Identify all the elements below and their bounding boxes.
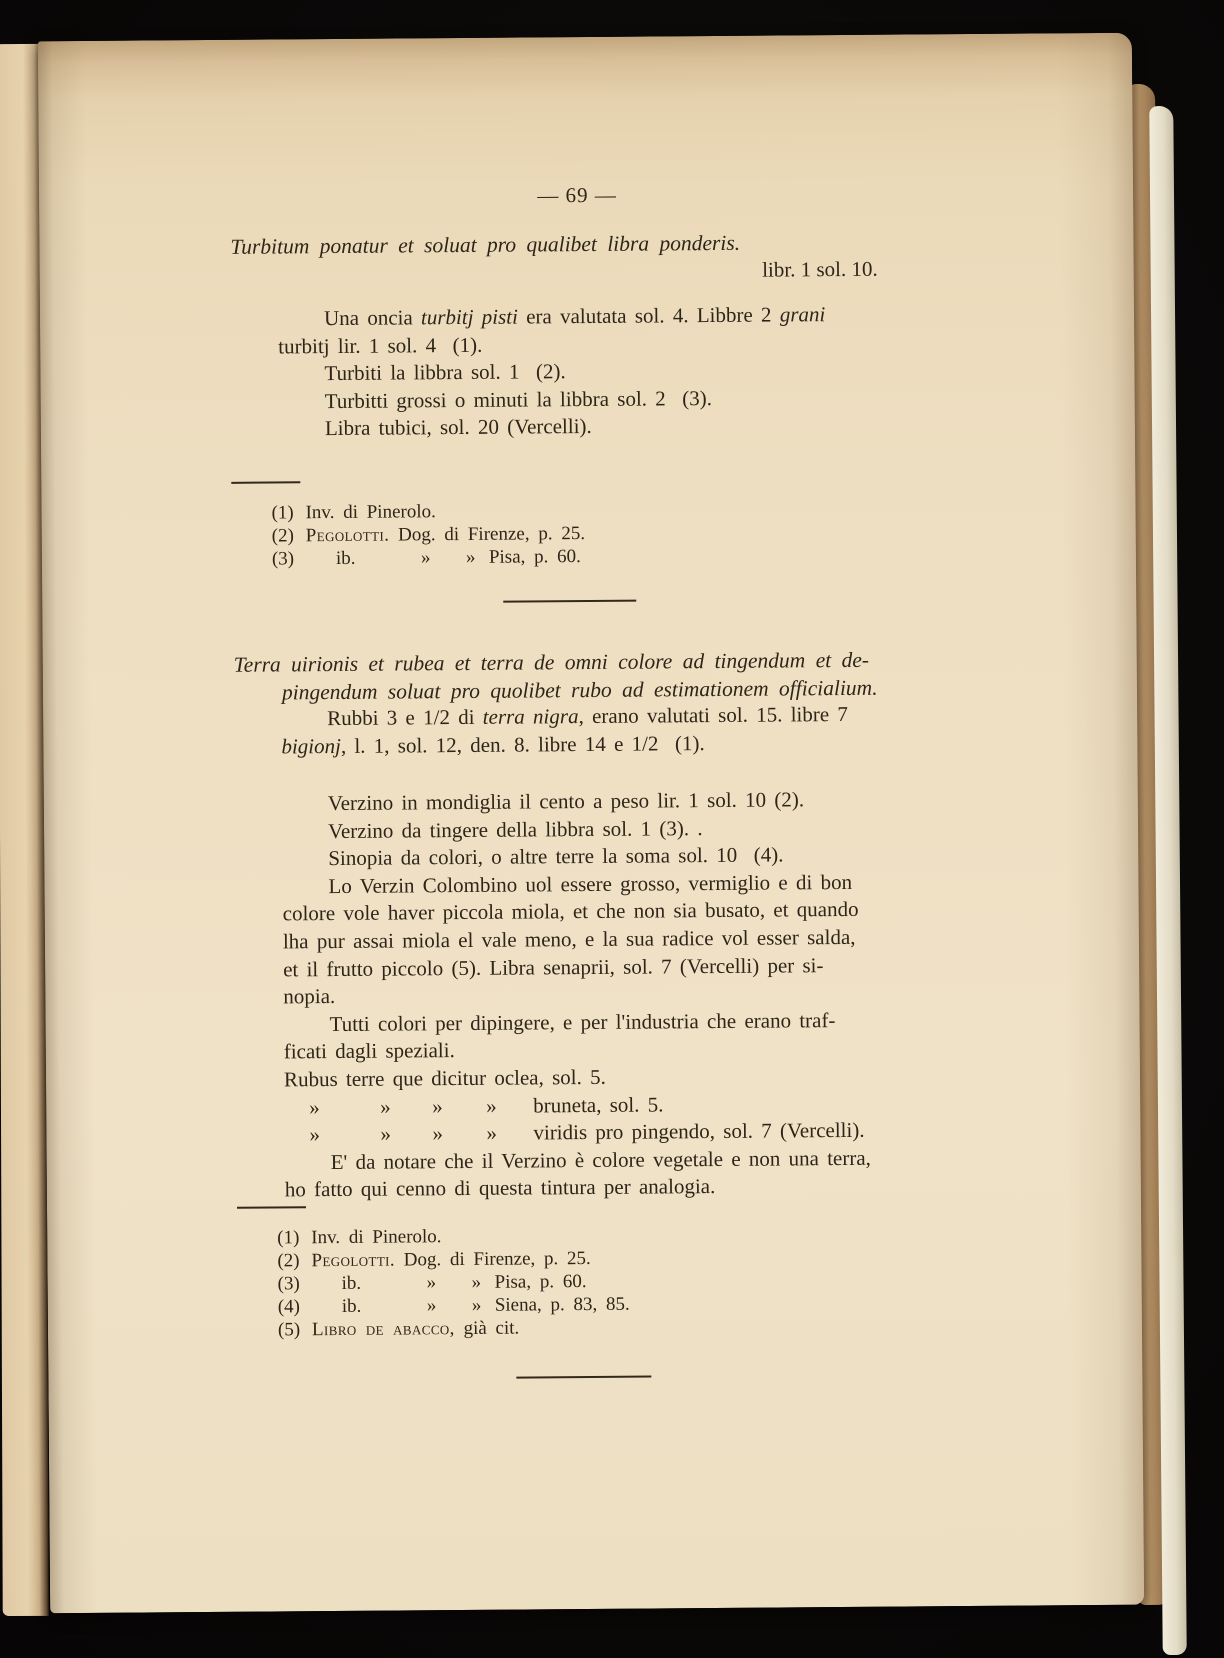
footnote-number: (4) bbox=[277, 1296, 301, 1318]
section2-heading bbox=[234, 645, 944, 707]
footnote-text: già cit. bbox=[454, 1317, 520, 1340]
text-line: Rubus terre que dicitur oclea, sol. 5. bbox=[283, 1064, 606, 1092]
text-line: et il frutto piccolo (5). Libra senaprii, sol. 7 (Vercelli) per si- bbox=[283, 952, 824, 981]
text-line: ficati dagli speziali. bbox=[283, 1038, 455, 1064]
text-line: Verzino da tingere della libbra sol. 1 (3). . bbox=[327, 815, 703, 843]
section1-price: libr. 1 sol. 10. bbox=[762, 256, 878, 282]
ditto-mark: » bbox=[432, 1121, 444, 1146]
text-line bbox=[281, 701, 893, 733]
footnote-number: (3) bbox=[277, 1273, 300, 1295]
italic-term: grani bbox=[779, 302, 826, 327]
page-number: — 69 — bbox=[537, 182, 617, 208]
ditto-mark: » bbox=[486, 1120, 498, 1145]
footnote-number: (1) bbox=[271, 502, 294, 524]
footnotes-block-2 bbox=[277, 1221, 918, 1341]
ditto-mark: » bbox=[309, 1094, 320, 1119]
text-line: nopia. bbox=[283, 984, 336, 1009]
text-line: ho fatto qui cenno di questa tintura per analogia. bbox=[284, 1174, 716, 1202]
footnote-number: (3) bbox=[271, 548, 295, 570]
text-line bbox=[278, 301, 890, 333]
footnotes-block-1 bbox=[271, 496, 912, 570]
text-segment: Rubbi 3 e 1/2 di bbox=[327, 704, 483, 731]
ditto-mark: » bbox=[426, 1272, 437, 1294]
heading-line: pingendum soluat pro quolibet rubo ad estimationem officialium. bbox=[281, 675, 878, 705]
ditto-mark: » bbox=[486, 1093, 497, 1118]
ditto-mark: » bbox=[420, 547, 431, 569]
text-segment: bruneta, sol. 5. bbox=[533, 1091, 664, 1117]
text-line: lha pur assai miola el vale meno, e la sua radice vol esser salda, bbox=[282, 924, 856, 954]
footnote-text: Pisa, p. 60. bbox=[488, 546, 581, 568]
author-smallcaps: Pegolotti. bbox=[311, 1249, 396, 1272]
italic-term: terra nigra bbox=[482, 704, 579, 729]
text-segment: viridis pro pingendo, sol. 7 (Vercelli). bbox=[533, 1117, 865, 1145]
ibid-abbrev: ib. bbox=[341, 1272, 362, 1294]
text-line: Lo Verzin Colombino uol essere grosso, vermiglio e di bon bbox=[328, 869, 853, 898]
title-smallcaps: Libro de abacco, bbox=[311, 1318, 455, 1341]
text-segment: Una oncia bbox=[323, 305, 422, 331]
text-line: Libra tubici, sol. 20 (Vercelli). bbox=[324, 414, 592, 441]
footnote-rule bbox=[237, 1206, 306, 1209]
text-segment: era valutata sol. 4. Libbre 2 bbox=[517, 302, 780, 329]
footnote-number: (2) bbox=[277, 1250, 300, 1272]
italic-term: turbitj pisti bbox=[420, 304, 519, 330]
heading-line: Terra uirionis et rubea et terra de omni colore ad tingendum et de- bbox=[233, 647, 870, 677]
ditto-line bbox=[284, 1117, 896, 1149]
text-line: Tutti colori per dipingere, e per l'industria che erano traf- bbox=[329, 1007, 836, 1036]
section2-paragraph-b bbox=[282, 786, 897, 1205]
section2-paragraph-a bbox=[281, 701, 893, 761]
ditto-mark: » bbox=[465, 546, 476, 568]
ditto-mark: » bbox=[471, 1294, 482, 1316]
book-page bbox=[38, 33, 1144, 1614]
text-line bbox=[281, 728, 893, 760]
text-line: colore vole haver piccola miola, et che non sia busato, et quando bbox=[282, 897, 859, 926]
text-segment: , l. 1, sol. 12, den. 8. libre 14 e 1/2 (1). bbox=[340, 730, 705, 758]
ibid-abbrev: ib. bbox=[341, 1295, 362, 1317]
italic-term: bigionj bbox=[281, 733, 341, 759]
ditto-mark: » bbox=[426, 1295, 437, 1317]
section1-paragraph bbox=[278, 301, 891, 444]
ditto-mark: » bbox=[309, 1122, 321, 1147]
section-divider-rule bbox=[516, 1376, 651, 1379]
ditto-mark: » bbox=[432, 1093, 443, 1118]
ditto-mark: » bbox=[380, 1121, 392, 1146]
ditto-mark: » bbox=[380, 1094, 391, 1119]
text-line: Verzino in mondiglia il cento a peso lir. 1 sol. 10 (2). bbox=[327, 787, 805, 816]
footnote-text: Siena, p. 83, 85. bbox=[494, 1293, 630, 1316]
footnote-number: (2) bbox=[271, 525, 294, 547]
text-line: Turbiti la libbra sol. 1 (2). bbox=[324, 359, 566, 386]
text-segment: , erano valutati sol. 15. libre 7 bbox=[578, 701, 848, 729]
footnote-text: Inv. di Pinerolo. bbox=[311, 1226, 442, 1249]
ibid-abbrev: ib. bbox=[335, 547, 356, 569]
ditto-mark: » bbox=[471, 1271, 482, 1293]
text-line: Turbitti grossi o minuti la libbra sol. 2 (3). bbox=[324, 385, 713, 413]
footnote-text: Dog. di Firenze, p. 25. bbox=[389, 523, 586, 546]
author-smallcaps: Pegolotti. bbox=[305, 524, 390, 547]
footnote-text: Dog. di Firenze, p. 25. bbox=[394, 1248, 591, 1271]
footnote-text: Inv. di Pinerolo. bbox=[305, 501, 436, 524]
footnote bbox=[278, 1313, 918, 1341]
footnote bbox=[272, 542, 912, 570]
footnote-rule bbox=[231, 481, 300, 484]
section-divider-rule bbox=[503, 600, 636, 603]
text-line: Sinopia da colori, o altre terre la soma sol. 10 (4). bbox=[328, 842, 784, 871]
section1-heading: Turbitum ponatur et soluat pro qualibet libra ponderis. bbox=[230, 230, 741, 259]
text-line: turbitj lir. 1 sol. 4 (1). bbox=[278, 332, 483, 359]
text-line: E' da notare che il Verzino è colore vegetale e non una terra, bbox=[330, 1145, 871, 1174]
footnote-number: (5) bbox=[277, 1319, 301, 1341]
footnote-number: (1) bbox=[277, 1227, 300, 1249]
footnote-text: Pisa, p. 60. bbox=[494, 1271, 587, 1293]
